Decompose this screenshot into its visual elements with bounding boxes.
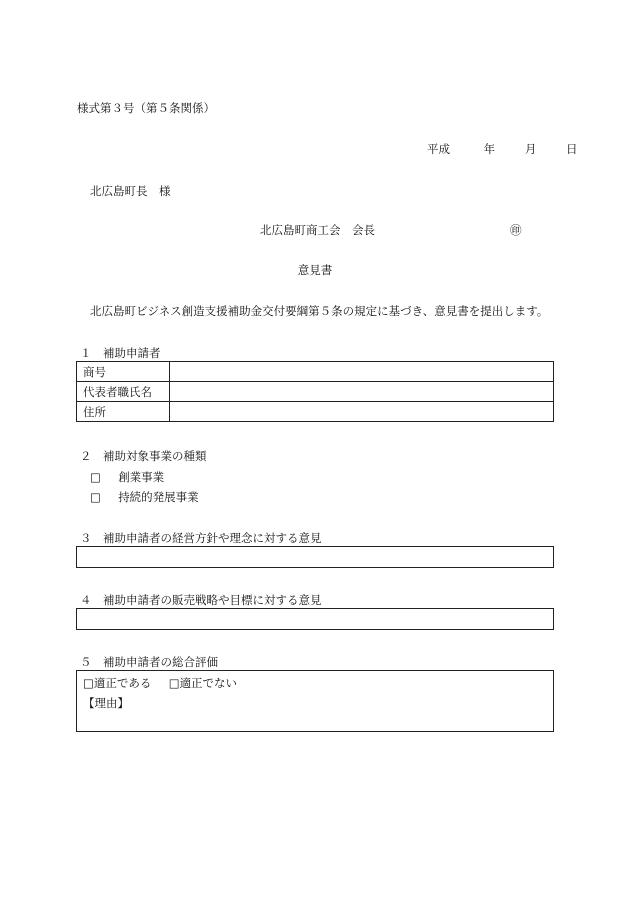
label-appropriate: 適正である [93, 676, 152, 690]
date-era: 平成 [427, 142, 450, 156]
table-row [77, 382, 554, 402]
evaluation-box [76, 670, 554, 732]
label-address: 住所 [77, 402, 170, 422]
checkbox-appropriate[interactable]: □ [83, 676, 94, 690]
date-day: 日 [565, 142, 578, 156]
field-address[interactable] [170, 402, 554, 422]
addressee: 北広島町長 様 [90, 184, 171, 198]
label-inappropriate: 適正でない [179, 676, 238, 690]
table-row [77, 402, 554, 422]
policy-opinion-box[interactable] [76, 546, 554, 568]
field-trade-name[interactable] [170, 362, 554, 382]
issuer-name: 北広島町商工会 会長 [260, 223, 375, 237]
issuer-line [260, 222, 522, 238]
option-sustainable[interactable] [90, 489, 199, 505]
strategy-opinion-box[interactable] [76, 608, 554, 630]
section-5-heading: ５ 補助申請者の総合評価 [80, 655, 218, 669]
document-title: 意見書 [297, 263, 333, 277]
label-trade-name: 商号 [77, 362, 170, 382]
checkbox-inappropriate[interactable]: □ [168, 676, 180, 690]
field-representative[interactable] [170, 382, 554, 402]
option-sustainable-label: 持続的発展事業 [118, 490, 199, 504]
intro-text: 北広島町ビジネス創造支援補助金交付要綱第５条の規定に基づき、意見書を提出します。 [90, 304, 549, 318]
date-line [427, 141, 577, 157]
label-representative: 代表者職氏名 [77, 382, 170, 402]
checkbox-startup[interactable]: □ [90, 470, 101, 484]
section-3-heading: ３ 補助申請者の経営方針や理念に対する意見 [80, 531, 322, 545]
date-month: 月 [524, 142, 537, 156]
applicant-table [76, 361, 554, 422]
section-4-heading: ４ 補助申請者の販売戦略や目標に対する意見 [80, 593, 322, 607]
checkbox-sustainable[interactable]: □ [90, 490, 101, 504]
seal-mark: ㊞ [510, 223, 522, 237]
section-1-heading: １ 補助申請者 [80, 346, 161, 360]
option-startup[interactable] [90, 469, 164, 485]
form-number: 様式第３号（第５条関係） [77, 101, 215, 115]
section-2-heading: ２ 補助対象事業の種類 [80, 449, 207, 463]
date-year: 年 [483, 142, 496, 156]
option-startup-label: 創業事業 [118, 470, 165, 484]
reason-label: 【理由】 [83, 696, 129, 710]
evaluation-options [83, 675, 237, 691]
table-row [77, 362, 554, 382]
